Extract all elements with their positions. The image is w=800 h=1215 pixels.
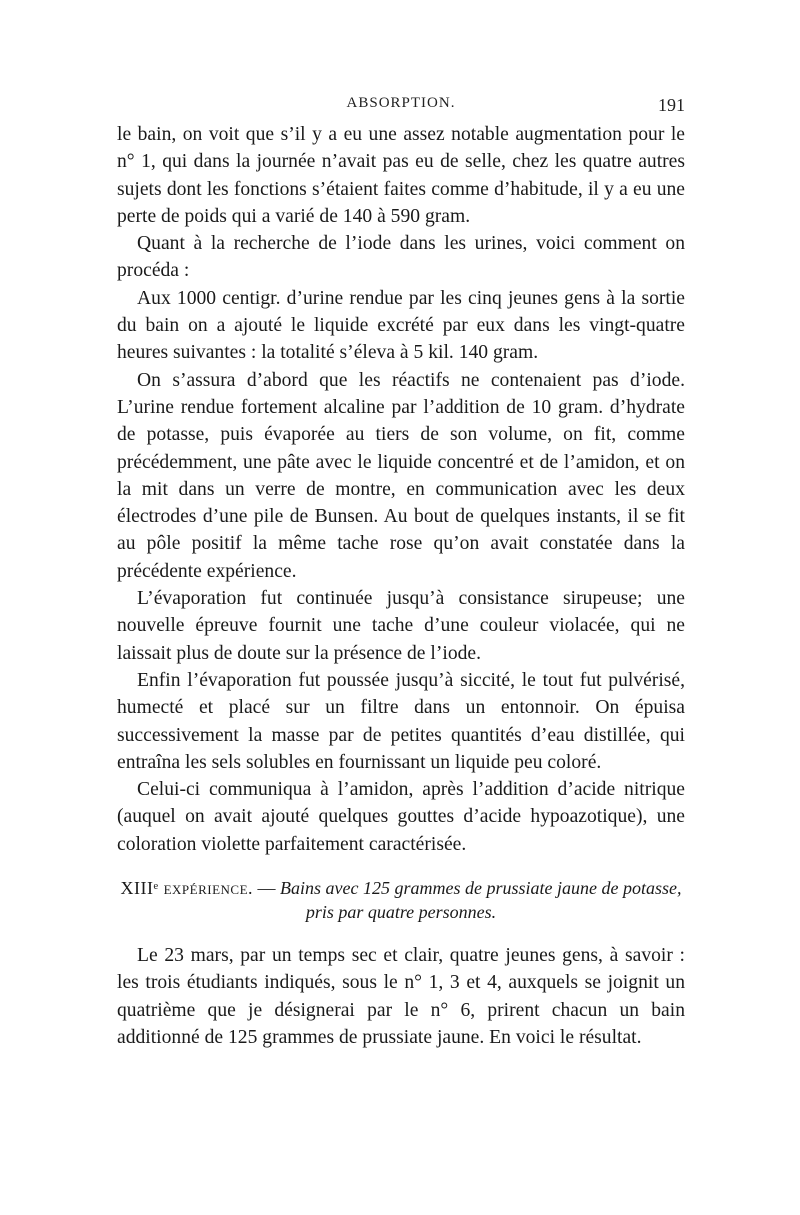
paragraph: Celui-ci communiqua à l’amidon, après l’addition d’acide nitrique (auquel on avait ajouté quelques gouttes d’acide hypoazotique), une coloration violette parfaitement caractérisée. [117,779,685,855]
paragraph: Enfin l’évaporation fut poussée jusqu’à siccité, le tout fut pulvérisé, humecté et placé sur un filtre dans un entonnoir. On épuisa successivement la masse par de petites quantités d’eau distillée, qui entraîna les sels solubles en fournissant un liquide peu coloré. [117,669,685,773]
body-text [117,121,685,1051]
running-head [117,95,685,119]
heading-separator: — [253,878,281,899]
running-title: ABSORPTION. [346,95,456,111]
paragraph-continued: le bain, on voit que s’il y a eu une assez notable augmentation pour le n° 1, qui dans la journée n’avait pas eu de selle, chez les quatre autres sujets dont les fonctions s’étaient faites comme d’habitude, il y a eu une perte de poids qui a varié de 140 à 590 gram. [117,124,685,227]
paragraph: Aux 1000 centigr. d’urine rendue par les cinq jeunes gens à la sortie du bain on a ajouté le liquide excrété par eux dans les vingt-quatre heures suivantes : la totalité s’éleva à 5 kil. 140 gram. [117,287,685,364]
experiment-label: XIIIᵉ expérience. [120,878,254,899]
section-heading [117,876,685,924]
page-number: 191 [658,95,685,115]
experiment-title: Bains avec 125 grammes de prussiate jaune de potasse, pris par quatre personnes. [280,878,682,923]
paragraph: On s’assura d’abord que les réactifs ne contenaient pas d’iode. L’urine rendue fortement alcaline par l’addition de 10 gram. d’hydrate de potasse, puis évaporée au tiers de son volume, on fit, comme précédemment, une pâte avec le liquide concentré et de l’amidon, et on la mit dans un verre de montre, en communication avec les deux électrodes d’une pile de Bunsen. Au bout de quelques instants, il se fit au pôle positif la même tache rose qu’on avait constatée dans la précédente expérience. [117,369,685,582]
paragraph: L’évaporation fut continuée jusqu’à consistance sirupeuse; une nouvelle épreuve fournit une tache d’une couleur violacée, qui ne laissait plus de doute sur la présence de l’iode. [117,588,685,664]
paragraph: Quant à la recherche de l’iode dans les urines, voici comment on procéda : [117,233,685,282]
paragraph: Le 23 mars, par un temps sec et clair, quatre jeunes gens, à savoir : les trois étudiants indiqués, sous le n° 1, 3 et 4, auxquels se joignit un quatrième que je désignerai par le n° 6, prirent chacun un bain additionné de 125 grammes de prussiate jaune. En voici le résultat. [117,945,685,1048]
